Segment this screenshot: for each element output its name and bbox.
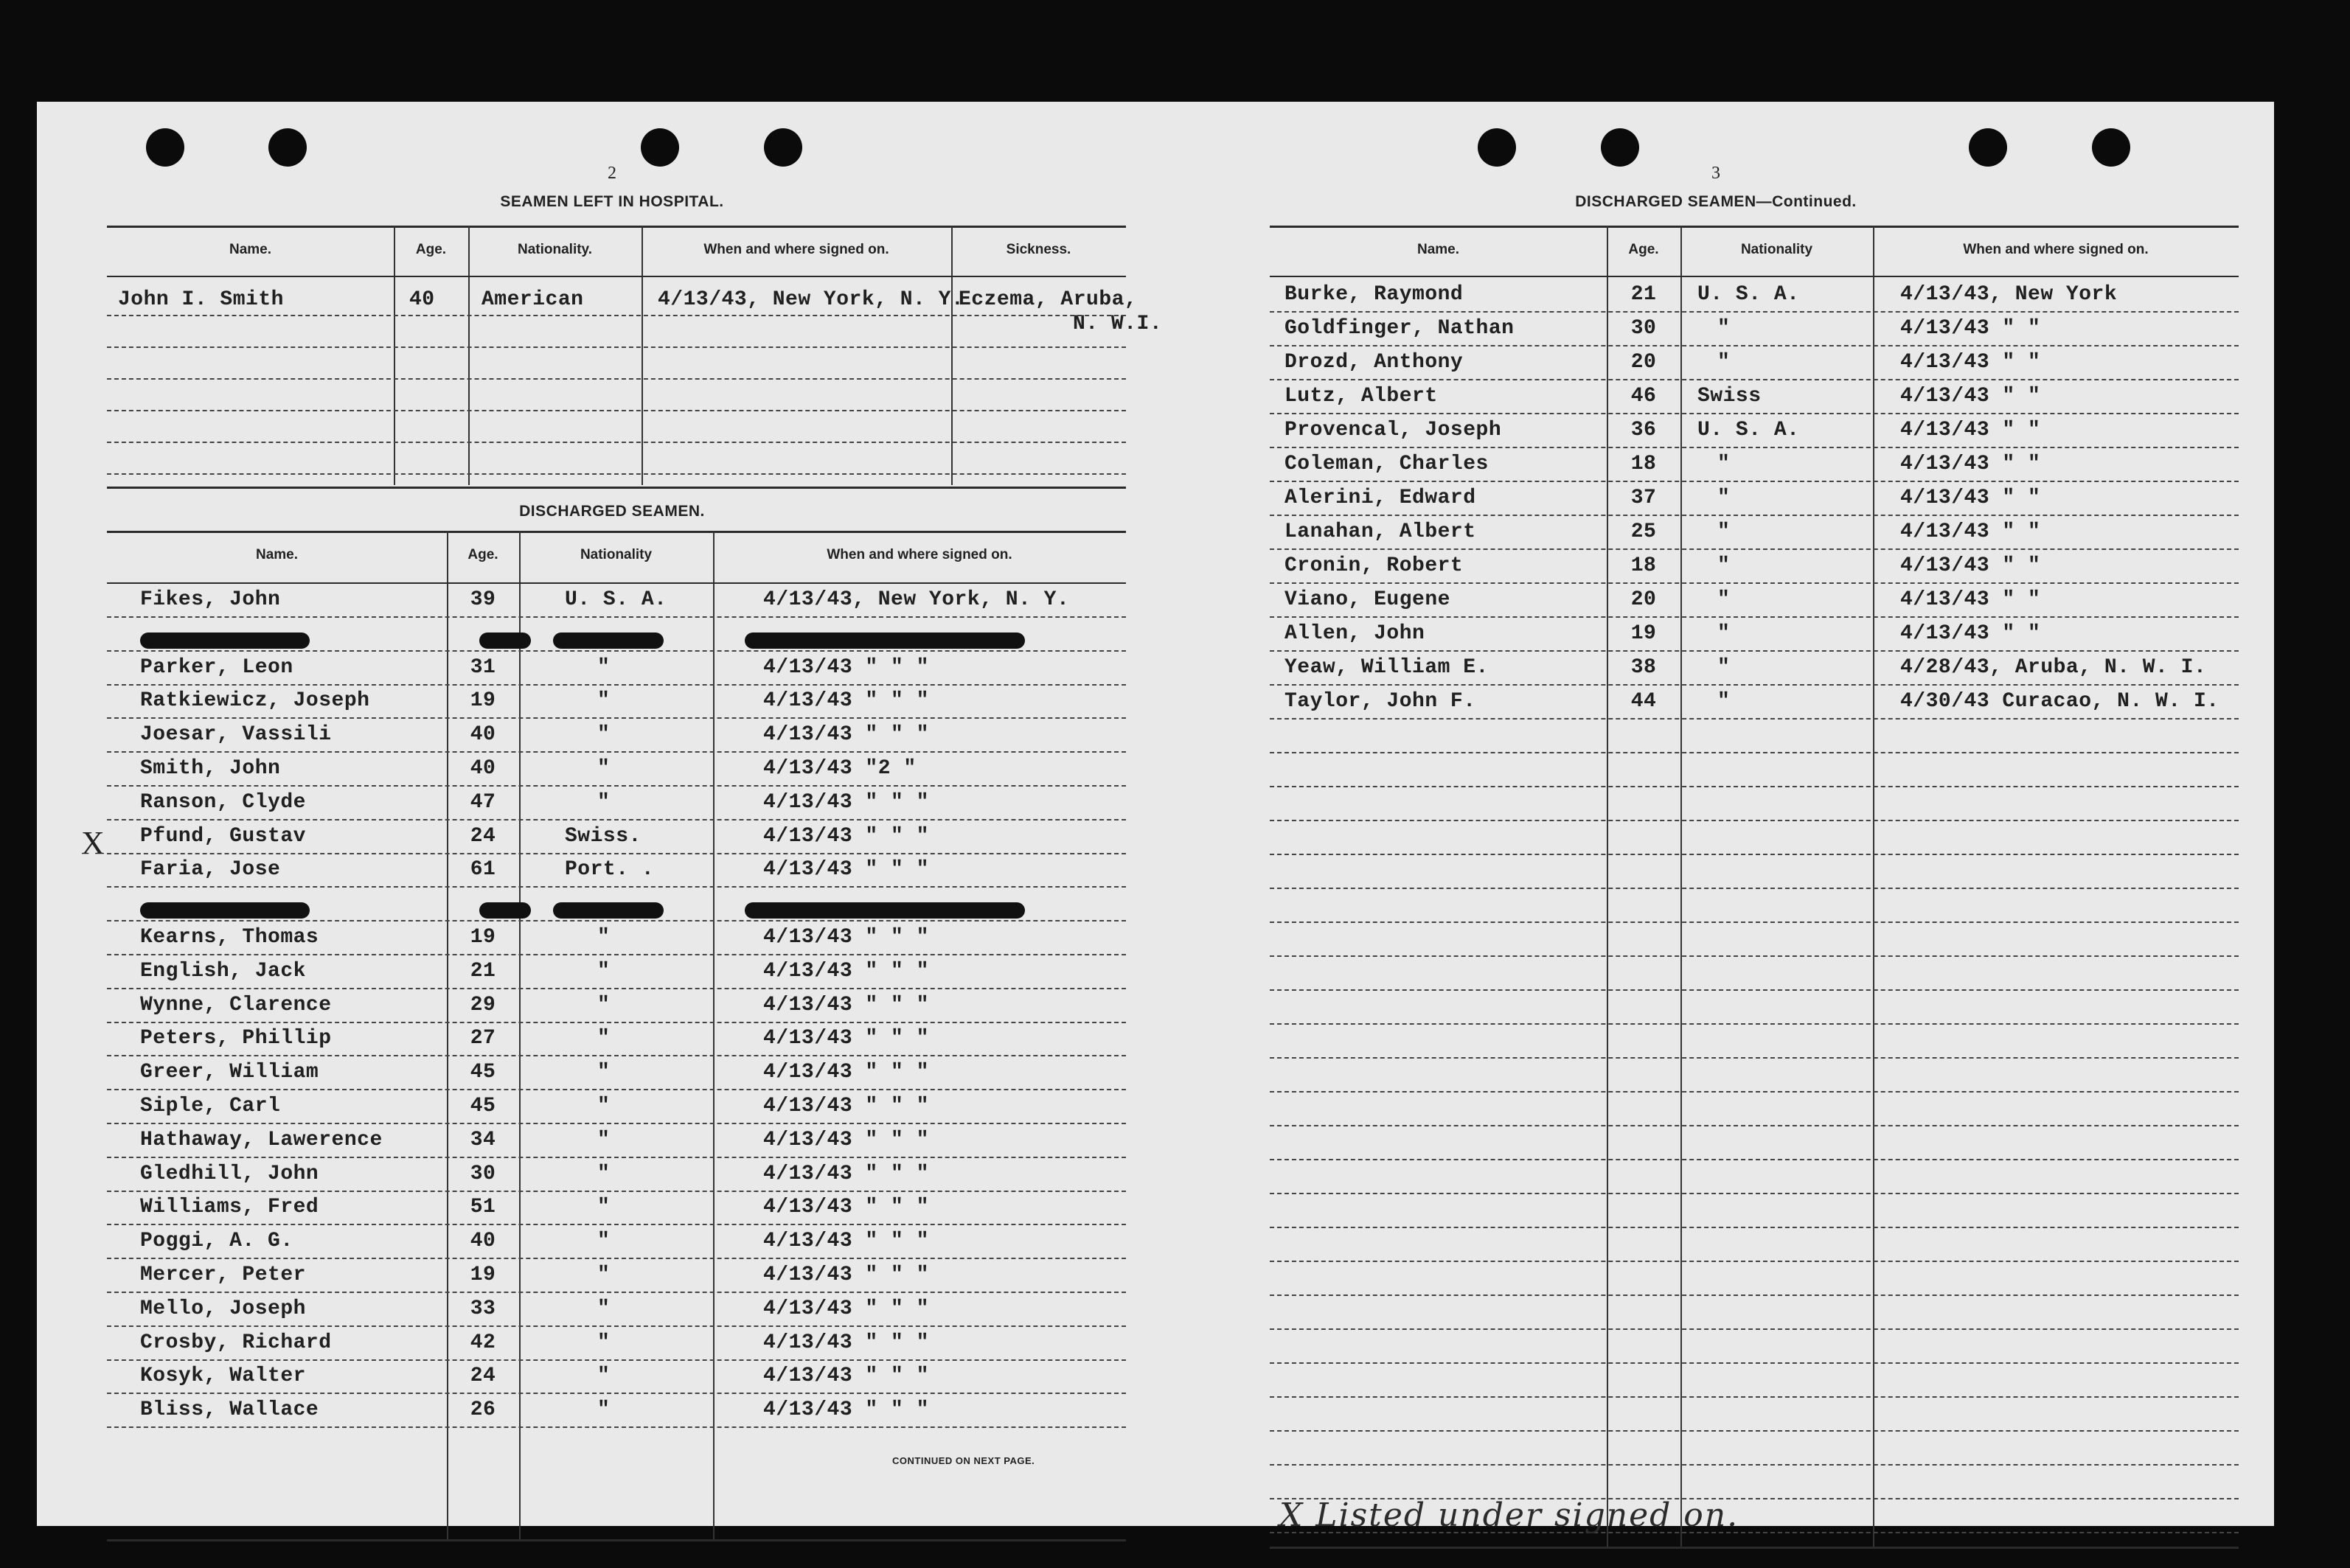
seaman-age: 45	[470, 1095, 496, 1118]
binder-hole	[1969, 128, 2007, 167]
seaman-nationality: "	[1717, 554, 1731, 577]
row-rule	[1270, 1023, 2239, 1025]
seaman-nationality: "	[597, 1297, 611, 1320]
seaman-age: 29	[470, 993, 496, 1017]
seaman-signed-on: 4/13/43 " " "	[763, 1398, 929, 1422]
row-rule	[1270, 413, 2239, 414]
seaman-name: Mello, Joseph	[140, 1297, 306, 1320]
row-rule	[107, 1089, 1126, 1090]
row-rule	[1270, 752, 2239, 753]
seaman-signed-on: 4/13/43 " " "	[763, 1230, 929, 1253]
page-number: 3	[1711, 164, 1720, 183]
seaman-nationality: "	[597, 1162, 611, 1185]
row-rule	[1270, 1295, 2239, 1296]
seaman-age: 26	[470, 1398, 496, 1422]
row-rule	[1270, 515, 2239, 516]
seaman-age: 19	[470, 1264, 496, 1286]
seaman-signed-on: 4/13/43 " " "	[763, 1061, 929, 1084]
seaman-nationality: "	[597, 1095, 611, 1118]
seaman-signed-on: 4/13/43 " "	[1900, 351, 2041, 374]
seaman-name: Ranson, Clyde	[140, 790, 306, 814]
redaction	[140, 902, 310, 919]
seaman-name: Parker, Leon	[140, 655, 293, 679]
seaman-age: 40	[470, 757, 496, 780]
row-rule	[1270, 888, 2239, 889]
seaman-age: 21	[470, 959, 496, 983]
seaman-signed-on: 4/13/43 " "	[1900, 385, 2041, 408]
seaman-name: English, Jack	[140, 959, 306, 983]
row-rule	[1270, 481, 2239, 482]
seaman-nationality: "	[1717, 351, 1731, 374]
seaman-nationality: "	[1717, 622, 1731, 645]
seaman-name: Smith, John	[140, 757, 281, 780]
handwritten-note: X Listed under signed on.	[1279, 1496, 1739, 1534]
seaman-name: Crosby, Richard	[140, 1331, 332, 1354]
seaman-name: Williams, Fred	[140, 1196, 319, 1219]
row-rule	[1270, 1328, 2239, 1330]
seaman-age: 24	[470, 1365, 496, 1388]
seaman-signed-on: 4/13/43, New York, N. Y.	[763, 588, 1070, 611]
seaman-age: 33	[470, 1297, 496, 1320]
seaman-signed-on: 4/13/43 " "	[1900, 554, 2041, 577]
row-rule	[1270, 1362, 2239, 1364]
seaman-age: 21	[1630, 283, 1657, 306]
seaman-nationality: Port. .	[565, 858, 655, 882]
binder-hole	[764, 128, 802, 167]
row-rule	[1270, 1193, 2239, 1194]
seaman-nationality: "	[597, 959, 611, 983]
row-rule	[107, 1157, 1126, 1158]
seaman-name: Burke, Raymond	[1284, 283, 1464, 306]
row-rule	[107, 1359, 1126, 1361]
seaman-name: Viano, Eugene	[1284, 588, 1450, 611]
seaman-nationality: "	[597, 790, 611, 814]
binder-hole	[268, 128, 307, 167]
seaman-age: 44	[1630, 690, 1657, 713]
seaman-name: Joesar, Vassili	[140, 723, 332, 747]
seaman-name: Peters, Phillip	[140, 1027, 332, 1050]
seaman-signed-on: 4/13/43 " " "	[763, 926, 929, 949]
seaman-age: 42	[470, 1331, 496, 1354]
seaman-signed-on: 4/13/43 " " "	[763, 1128, 929, 1151]
seaman-signed-on: 4/13/43 " " "	[763, 1297, 929, 1320]
row-rule	[107, 717, 1126, 719]
seaman-age: 34	[470, 1128, 496, 1151]
hospital-signed-on: 4/13/43, New York, N. Y.	[658, 288, 964, 311]
row-rule	[1270, 616, 2239, 618]
header-signed-on: When and where signed on.	[1963, 242, 2149, 257]
seaman-age: 20	[1630, 351, 1657, 374]
seaman-nationality: U. S. A.	[1697, 419, 1800, 442]
seaman-signed-on: 4/13/43 " " "	[763, 689, 929, 713]
seaman-age: 46	[1630, 385, 1657, 408]
seaman-age: 40	[470, 1230, 496, 1253]
seaman-name: Wynne, Clarence	[140, 993, 332, 1017]
seaman-nationality: U. S. A.	[1697, 283, 1800, 306]
page-number: 2	[608, 164, 616, 183]
seaman-name: Fikes, John	[140, 588, 281, 611]
header-name: Name.	[1416, 242, 1460, 257]
row-rule	[1270, 345, 2239, 346]
discharged-continued-title: DISCHARGED SEAMEN—Continued.	[1575, 193, 1857, 210]
row-rule	[107, 1393, 1126, 1394]
row-rule	[1270, 1227, 2239, 1228]
row-rule	[1270, 548, 2239, 550]
seaman-name: Bliss, Wallace	[140, 1398, 319, 1422]
seaman-signed-on: 4/13/43 " " "	[763, 993, 929, 1017]
seaman-name: Kosyk, Walter	[140, 1365, 306, 1388]
seaman-signed-on: 4/13/43 " "	[1900, 317, 2041, 340]
redaction	[553, 902, 664, 919]
header-age: Age.	[467, 547, 498, 562]
binder-hole	[2092, 128, 2130, 167]
seaman-age: 38	[1630, 656, 1657, 679]
row-rule	[107, 1055, 1126, 1056]
x-mark: X	[81, 825, 105, 861]
seaman-name: Allen, John	[1284, 622, 1425, 645]
redaction	[553, 633, 664, 649]
seaman-age: 30	[470, 1162, 496, 1185]
seaman-name: Mercer, Peter	[140, 1264, 306, 1286]
header-name: Name.	[229, 242, 272, 257]
seaman-age: 18	[1630, 554, 1657, 577]
seaman-signed-on: 4/13/43 " " "	[763, 1162, 929, 1185]
row-rule	[107, 1426, 1126, 1428]
redaction	[745, 902, 1025, 919]
seaman-signed-on: 4/13/43 " "	[1900, 487, 2041, 509]
row-rule	[107, 1022, 1126, 1023]
row-rule	[1270, 921, 2239, 923]
row-rule	[107, 1191, 1126, 1192]
seaman-name: Alerini, Edward	[1284, 487, 1476, 509]
seaman-name: Drozd, Anthony	[1284, 351, 1464, 374]
seaman-age: 61	[470, 858, 496, 882]
header-sickness: Sickness.	[1006, 242, 1071, 257]
seaman-nationality: "	[597, 655, 611, 679]
hospital-name: John I. Smith	[118, 288, 284, 311]
right-page	[1155, 102, 2274, 1534]
hospital-sickness: Eczema, Aruba,	[959, 288, 1138, 311]
header-nationality: Nationality.	[518, 242, 592, 257]
seaman-signed-on: 4/13/43, New York	[1900, 283, 2118, 306]
discharged-section-title: DISCHARGED SEAMEN.	[519, 503, 705, 520]
seaman-name: Faria, Jose	[140, 858, 281, 882]
row-rule	[107, 853, 1126, 854]
row-rule	[1270, 955, 2239, 957]
row-rule	[107, 616, 1126, 618]
row-rule	[1270, 786, 2239, 787]
seaman-age: 27	[470, 1027, 496, 1050]
seaman-age: 24	[470, 824, 496, 848]
row-rule	[1270, 379, 2239, 380]
header-age: Age.	[1628, 242, 1659, 257]
row-rule	[107, 751, 1126, 753]
seaman-name: Hathaway, Lawerence	[140, 1128, 383, 1151]
row-rule	[107, 886, 1126, 888]
seaman-name: Coleman, Charles	[1284, 453, 1489, 475]
seaman-signed-on: 4/13/43 " " "	[763, 1027, 929, 1050]
row-rule	[1270, 650, 2239, 652]
header-signed-on: When and where signed on.	[827, 547, 1012, 562]
row-rule	[1270, 582, 2239, 584]
header-name: Name.	[255, 547, 299, 562]
continued-note: CONTINUED ON NEXT PAGE.	[892, 1455, 1035, 1466]
seaman-signed-on: 4/13/43 " " "	[763, 1095, 929, 1118]
seaman-nationality: "	[597, 1331, 611, 1354]
seaman-name: Provencal, Joseph	[1284, 419, 1502, 442]
row-rule	[1270, 1396, 2239, 1398]
hospital-section-title: SEAMEN LEFT IN HOSPITAL.	[500, 193, 724, 210]
row-rule	[107, 988, 1126, 989]
seaman-nationality: "	[597, 1264, 611, 1286]
seaman-nationality: "	[597, 926, 611, 949]
seaman-name: Lutz, Albert	[1284, 385, 1438, 408]
row-rule	[1270, 854, 2239, 855]
seaman-age: 19	[470, 689, 496, 713]
row-rule	[1270, 820, 2239, 821]
seaman-name: Gledhill, John	[140, 1162, 319, 1185]
seaman-name: Lanahan, Albert	[1284, 520, 1476, 543]
seaman-name: Pfund, Gustav	[140, 824, 306, 848]
seaman-name: Greer, William	[140, 1061, 319, 1084]
seaman-age: 19	[1630, 622, 1657, 645]
row-rule	[1270, 1464, 2239, 1466]
row-rule	[1270, 1091, 2239, 1093]
seaman-nationality: "	[1717, 588, 1731, 611]
seaman-nationality: "	[1717, 453, 1731, 475]
seaman-nationality: "	[1717, 520, 1731, 543]
seaman-name: Ratkiewicz, Joseph	[140, 689, 370, 713]
seaman-nationality: "	[597, 1061, 611, 1084]
seaman-nationality: Swiss.	[565, 824, 642, 848]
hospital-sickness-cont: N. W.I.	[1073, 313, 1163, 335]
seaman-nationality: "	[597, 757, 611, 780]
row-rule	[1270, 1159, 2239, 1160]
row-rule	[1270, 1125, 2239, 1126]
binder-hole	[1601, 128, 1639, 167]
row-rule	[107, 954, 1126, 955]
seaman-nationality: "	[597, 1196, 611, 1219]
header-age: Age.	[415, 242, 447, 257]
seaman-nationality: "	[597, 723, 611, 747]
seaman-nationality: "	[1717, 317, 1731, 340]
seaman-signed-on: 4/13/43 " " "	[763, 959, 929, 983]
seaman-nationality: Swiss	[1697, 385, 1762, 408]
seaman-signed-on: 4/13/43 " " "	[763, 723, 929, 747]
seaman-age: 18	[1630, 453, 1657, 475]
seaman-nationality: "	[597, 689, 611, 713]
binder-hole	[1478, 128, 1516, 167]
redaction	[479, 633, 531, 649]
seaman-nationality: "	[597, 1027, 611, 1050]
hospital-age: 40	[409, 288, 435, 311]
seaman-age: 31	[470, 655, 496, 679]
seaman-age: 36	[1630, 419, 1657, 442]
seaman-signed-on: 4/13/43 " " "	[763, 655, 929, 679]
row-rule	[107, 684, 1126, 686]
seaman-signed-on: 4/13/43 " " "	[763, 1331, 929, 1354]
binder-hole	[146, 128, 184, 167]
seaman-name: Kearns, Thomas	[140, 926, 319, 949]
seaman-age: 20	[1630, 588, 1657, 611]
seaman-nationality: U. S. A.	[565, 588, 667, 611]
seaman-signed-on: 4/13/43 " "	[1900, 622, 2041, 645]
row-rule	[1270, 718, 2239, 719]
seaman-signed-on: 4/13/43 " " "	[763, 790, 929, 814]
seaman-nationality: "	[1717, 656, 1731, 679]
seaman-name: Yeaw, William E.	[1284, 656, 1489, 679]
row-rule	[1270, 684, 2239, 686]
row-rule	[107, 920, 1126, 921]
seaman-signed-on: 4/30/43 Curacao, N. W. I.	[1900, 690, 2219, 713]
redaction	[140, 633, 310, 649]
seaman-nationality: "	[597, 1128, 611, 1151]
row-rule	[1270, 1057, 2239, 1059]
seaman-signed-on: 4/13/43 " "	[1900, 588, 2041, 611]
redaction	[479, 902, 531, 919]
redaction	[745, 633, 1025, 649]
seaman-age: 45	[470, 1061, 496, 1084]
header-nationality: Nationality	[1740, 242, 1813, 257]
seaman-name: Cronin, Robert	[1284, 554, 1464, 577]
seaman-age: 47	[470, 790, 496, 814]
seaman-age: 30	[1630, 317, 1657, 340]
row-rule	[107, 1325, 1126, 1327]
seaman-age: 37	[1630, 487, 1657, 509]
row-rule	[107, 1123, 1126, 1124]
row-rule	[1270, 447, 2239, 448]
seaman-age: 40	[470, 723, 496, 747]
seaman-name: Siple, Carl	[140, 1095, 281, 1118]
seaman-signed-on: 4/13/43 " "	[1900, 419, 2041, 442]
seaman-name: Goldfinger, Nathan	[1284, 317, 1515, 340]
seaman-signed-on: 4/13/43 " " "	[763, 1264, 929, 1286]
binder-hole	[641, 128, 679, 167]
row-rule	[1270, 989, 2239, 991]
seaman-signed-on: 4/13/43 " " "	[763, 1196, 929, 1219]
left-page	[37, 102, 1163, 1526]
crew-list-sheet	[37, 102, 2274, 1534]
seaman-nationality: "	[1717, 690, 1731, 713]
seaman-age: 25	[1630, 520, 1657, 543]
seaman-nationality: "	[597, 1365, 611, 1388]
seaman-signed-on: 4/13/43 " "	[1900, 453, 2041, 475]
row-rule	[107, 1292, 1126, 1293]
seaman-signed-on: 4/13/43 " " "	[763, 824, 929, 848]
seaman-signed-on: 4/13/43 " "	[1900, 520, 2041, 543]
seaman-nationality: "	[597, 1398, 611, 1422]
seaman-signed-on: 4/13/43 " " "	[763, 1365, 929, 1388]
hospital-nationality: American	[482, 288, 584, 311]
seaman-age: 51	[470, 1196, 496, 1219]
seaman-signed-on: 4/28/43, Aruba, N. W. I.	[1900, 656, 2207, 679]
seaman-nationality: "	[1717, 487, 1731, 509]
row-rule	[107, 650, 1126, 652]
row-rule	[1270, 1430, 2239, 1432]
header-signed-on: When and where signed on.	[703, 242, 889, 257]
header-nationality: Nationality	[580, 547, 653, 562]
seaman-signed-on: 4/13/43 " " "	[763, 858, 929, 882]
seaman-name: Poggi, A. G.	[140, 1230, 293, 1253]
row-rule	[107, 785, 1126, 787]
row-rule	[1270, 1261, 2239, 1262]
seaman-age: 19	[470, 926, 496, 949]
seaman-name: Taylor, John F.	[1284, 690, 1476, 713]
seaman-signed-on: 4/13/43 "2 "	[763, 757, 917, 780]
row-rule	[107, 819, 1126, 820]
row-rule	[1270, 311, 2239, 313]
seaman-age: 39	[470, 588, 496, 611]
seaman-nationality: "	[597, 1230, 611, 1253]
row-rule	[107, 1258, 1126, 1259]
seaman-nationality: "	[597, 993, 611, 1017]
row-rule	[107, 1224, 1126, 1225]
